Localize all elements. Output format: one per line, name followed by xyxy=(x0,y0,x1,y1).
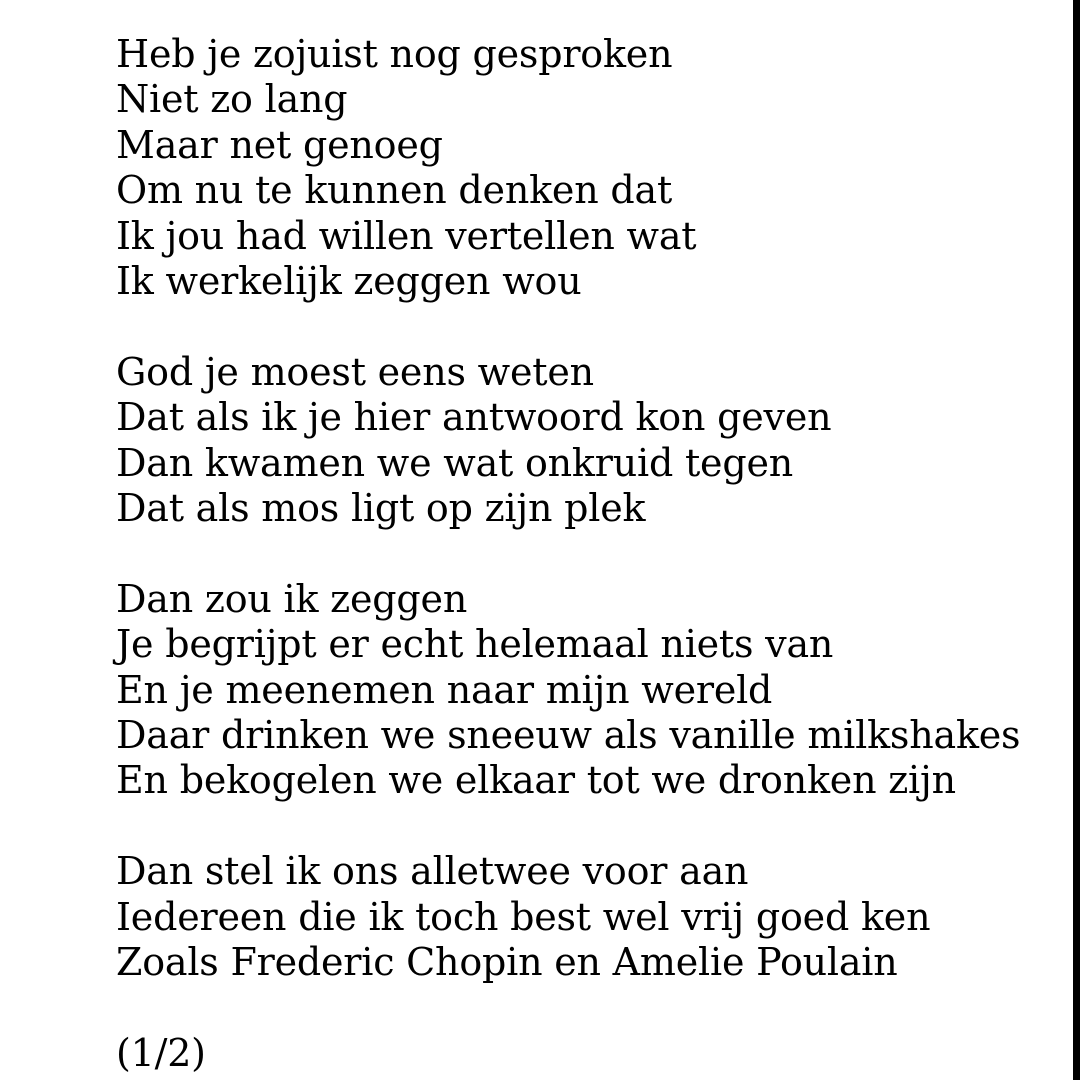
stanza-3 xyxy=(116,577,1046,804)
poem-line: Ik werkelijk zeggen wou xyxy=(116,259,582,304)
poem-line: Niet zo lang xyxy=(116,77,348,122)
right-edge-bar xyxy=(1073,0,1080,1080)
page-indicator: (1/2) xyxy=(116,1030,206,1075)
poem-line: Daar drinken we sneeuw als vanille milkshakes xyxy=(116,713,1021,758)
poem-line: Heb je zojuist nog gesproken xyxy=(116,32,673,76)
poem-line: Dan zou ik zeggen xyxy=(116,576,468,621)
poem-line: Dat als ik je hier antwoord kon geven xyxy=(116,395,832,440)
poem-line: Zoals Frederic Chopin en Amelie Poulain xyxy=(116,940,898,985)
poem-line: Ik jou had willen vertellen wat xyxy=(116,213,697,258)
poem-line: Maar net genoeg xyxy=(116,122,443,167)
poem-line: Om nu te kunnen denken dat xyxy=(116,168,673,213)
stanza-2 xyxy=(116,350,1046,532)
stanza-4 xyxy=(116,849,1046,985)
poem-line: En bekogelen we elkaar tot we dronken zijn xyxy=(116,758,956,803)
poem-line: Iedereen die ik toch best wel vrij goed ken xyxy=(116,894,931,939)
poem-line: Dat als mos ligt op zijn plek xyxy=(116,486,646,531)
poem-text xyxy=(116,32,1046,1076)
poem-line: En je meenemen naar mijn wereld xyxy=(116,667,773,712)
poem-line: Dan kwamen we wat onkruid tegen xyxy=(116,440,794,485)
poem-line: Dan stel ik ons alletwee voor aan xyxy=(116,849,749,894)
poem-line: Je begrijpt er echt helemaal niets van xyxy=(116,622,834,667)
stanza-1 xyxy=(116,32,1046,304)
poem-line: God je moest eens weten xyxy=(116,349,594,394)
